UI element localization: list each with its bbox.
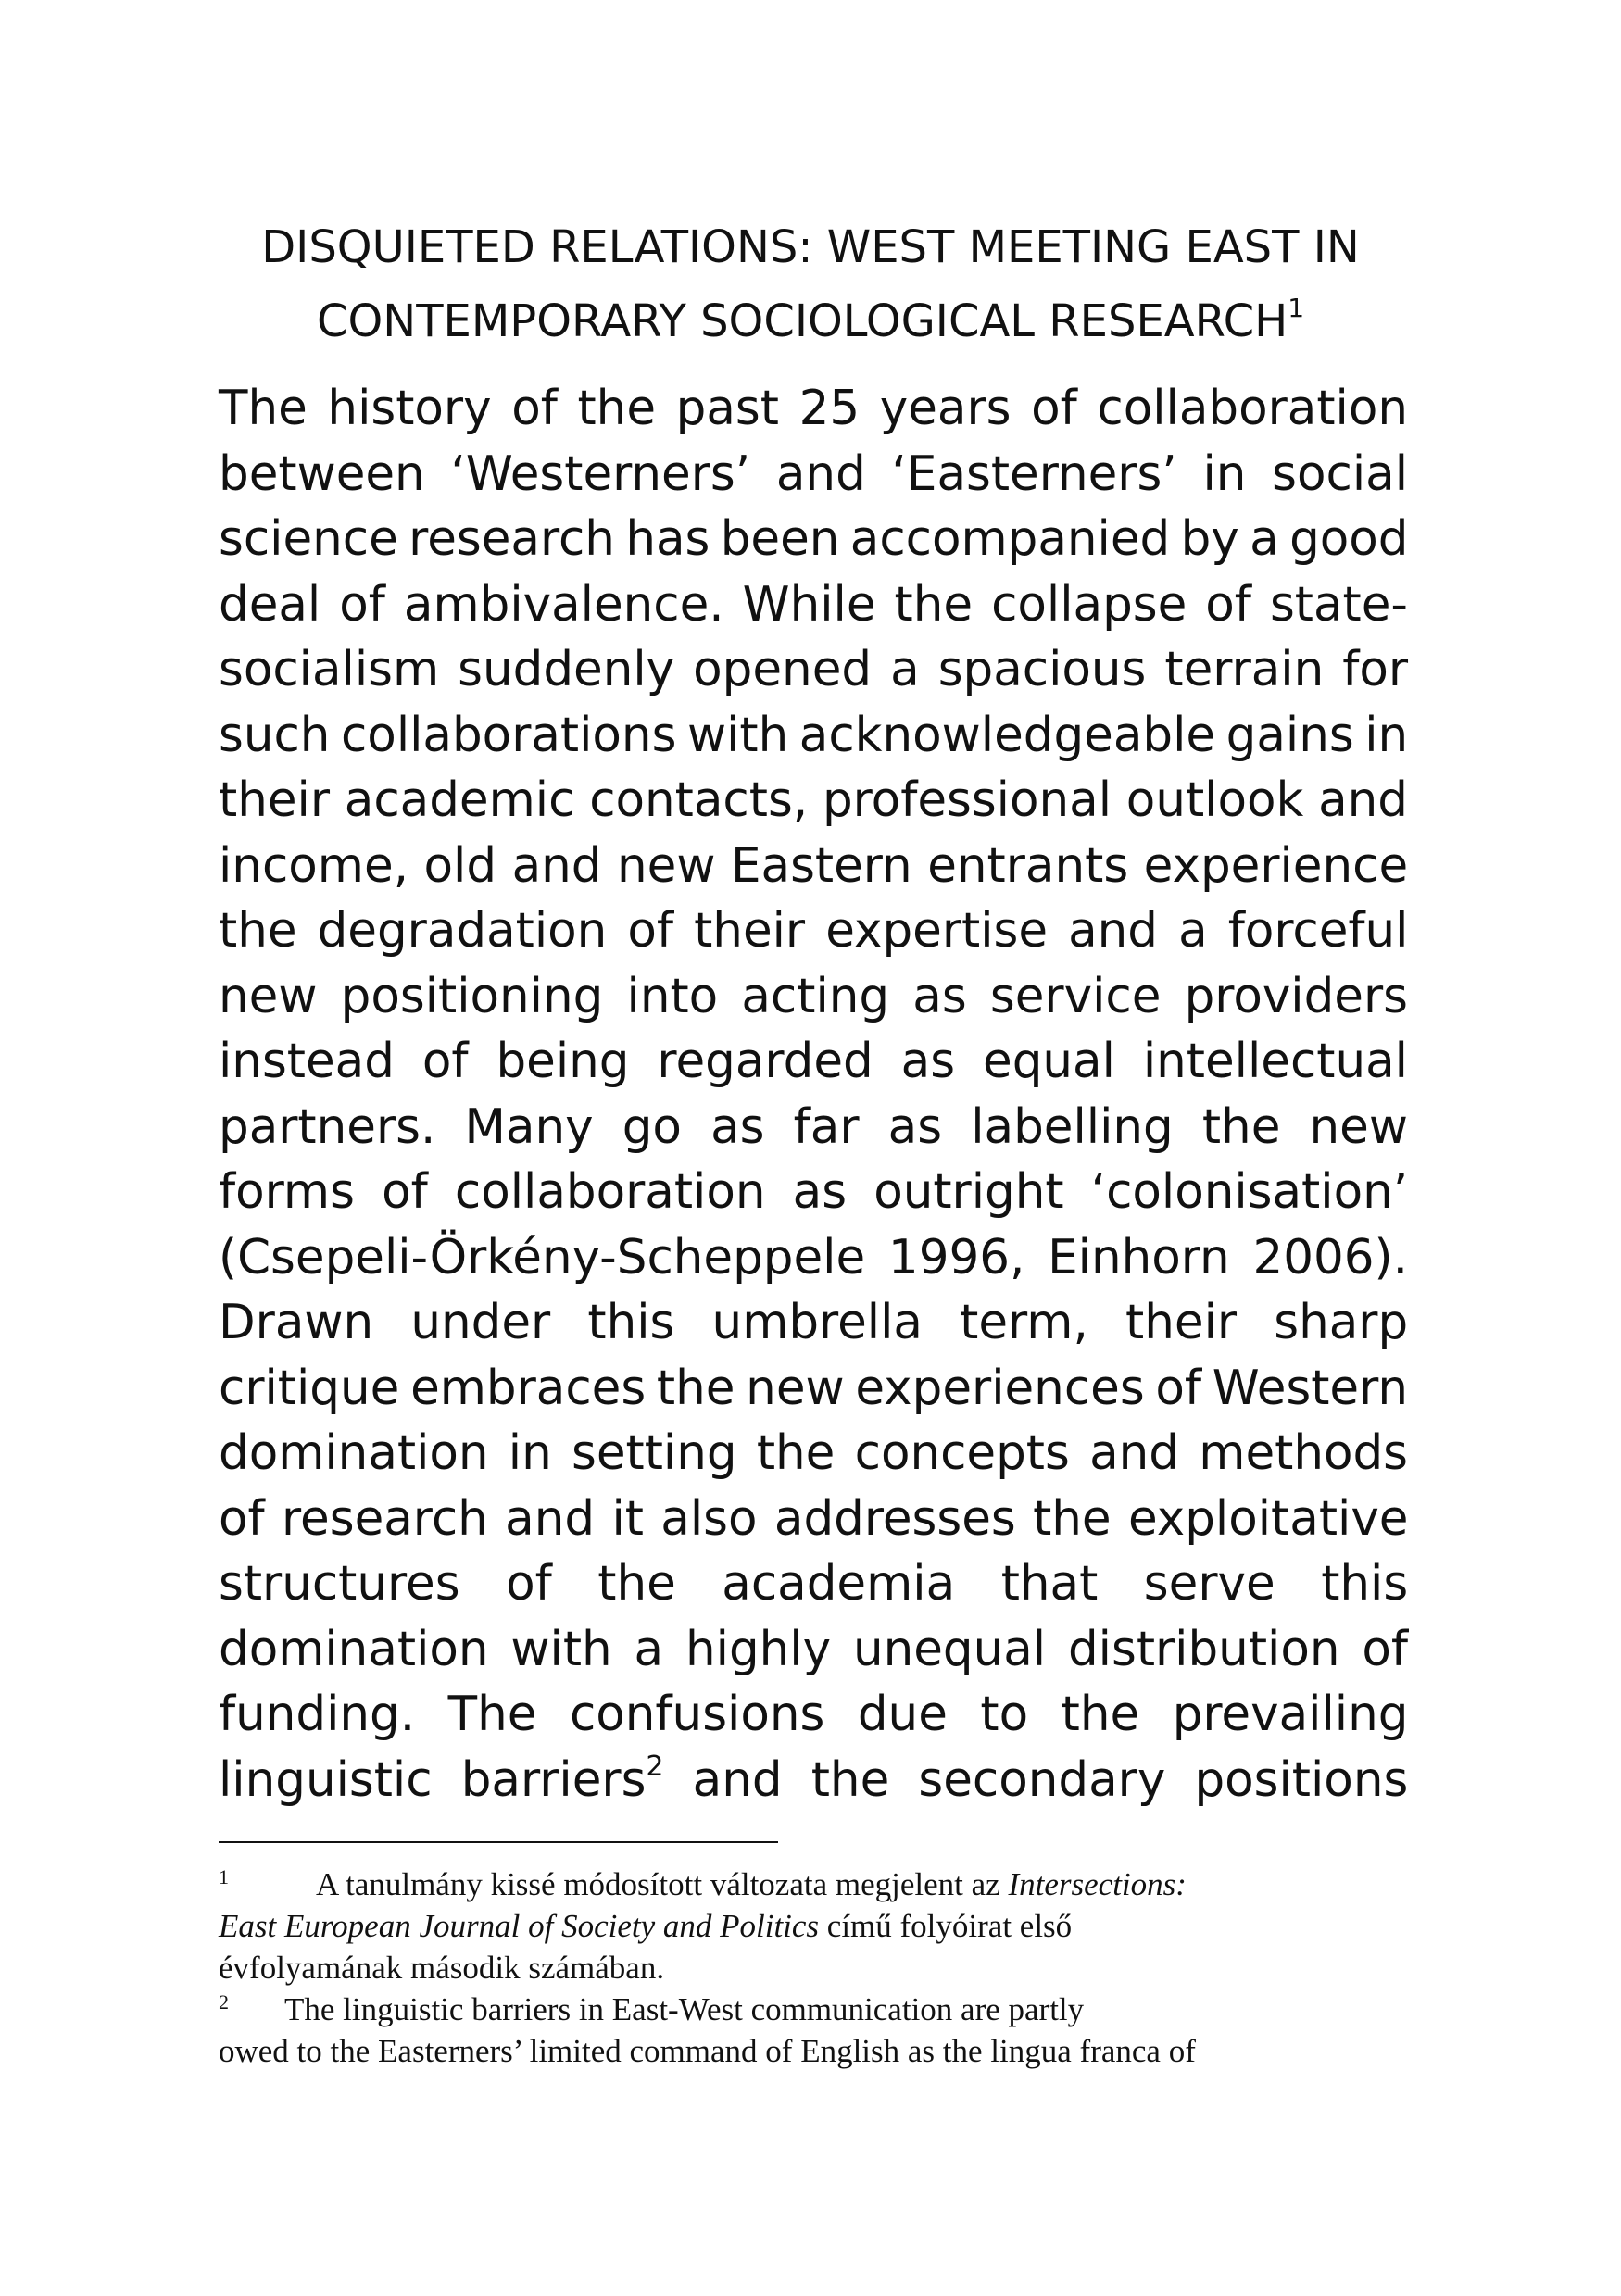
body-line: between ‘Westerners’ and ‘Easterners’ in social	[219, 445, 1408, 502]
page-title	[204, 215, 1417, 354]
body-text	[219, 376, 1408, 1813]
body-line: structures of the academia that serve this	[219, 1556, 1409, 1612]
footnote-1-text-a: A tanulmány kissé módosított változata megjelent az	[316, 1866, 1009, 1902]
body-line: forms of collaboration as outright ‘colonisation’	[219, 1164, 1409, 1220]
title-line-2	[204, 280, 1417, 354]
body-last-line-end: and the secondary positions	[663, 1751, 1409, 1808]
footnote-1-mark: 1	[219, 1865, 229, 1888]
title-line-2-text: CONTEMPORARY SOCIOLOGICAL RESEARCH	[316, 295, 1288, 347]
footnote-separator	[219, 1841, 778, 1843]
title-line-1: DISQUIETED RELATIONS: WEST MEETING EAST IN	[261, 221, 1360, 273]
footnote-2-text-a: The linguistic barriers in East-West communication are partly	[284, 1991, 1085, 2027]
body-line: such collaborations with acknowledgeable gains in	[219, 707, 1409, 763]
body-line: (Csepeli-Örkény-Scheppele 1996, Einhorn 2006).	[219, 1229, 1408, 1286]
body-line: the degradation of their expertise and a forceful	[219, 903, 1409, 959]
body-line: The history of the past 25 years of collaboration	[219, 381, 1408, 436]
title-footnote-ref: 1	[1288, 293, 1305, 323]
body-line: domination in setting the concepts and methods	[219, 1425, 1408, 1481]
body-line: new positioning into acting as service providers	[219, 968, 1408, 1024]
body-line: deal of ambivalence. While the collapse of state-	[219, 576, 1408, 633]
footnote-1-italic-b: East European Journal of Society and Politics	[219, 1908, 820, 1944]
body-footnote-ref: 2	[646, 1750, 664, 1783]
footnote-2-line-1	[219, 1989, 1408, 2030]
footnote-2-mark: 2	[219, 1990, 229, 2014]
body-line-last	[219, 1748, 1408, 1813]
body-line: of research and it also addresses the exploitative	[219, 1490, 1409, 1547]
body-line: instead of being regarded as equal intellectual	[219, 1034, 1408, 1089]
body-line: science research has been accompanied by a good	[219, 511, 1409, 567]
footnote-1-italic-a: Intersections:	[1008, 1866, 1187, 1902]
footnote-1-line-1	[219, 1863, 1408, 1905]
body-line: critique embraces the new experiences of Western	[219, 1360, 1408, 1416]
body-line: socialism suddenly opened a spacious terrain for	[219, 642, 1409, 697]
footnote-1-line-2	[219, 1905, 1408, 1947]
body-line: funding. The confusions due to the prevailing	[219, 1687, 1409, 1742]
footnote-1-text-b: című folyóirat első	[819, 1908, 1073, 1944]
body-line: partners. Many go as far as labelling the new	[219, 1098, 1408, 1155]
body-line: income, old and new Eastern entrants experience	[219, 837, 1409, 894]
body-last-line-start: linguistic barriers	[219, 1751, 647, 1808]
body-line: their academic contacts, professional outlook and	[219, 772, 1408, 828]
footnotes	[219, 1863, 1408, 2072]
body-line: Drawn under this umbrella term, their sharp	[219, 1295, 1409, 1350]
footnote-2-line-2: owed to the Easterners’ limited command of English as the lingua franca of	[219, 2033, 1196, 2069]
body-line: domination with a highly unequal distribution of	[219, 1621, 1408, 1677]
footnote-1-line-3: évfolyamának második számában.	[219, 1950, 665, 1986]
